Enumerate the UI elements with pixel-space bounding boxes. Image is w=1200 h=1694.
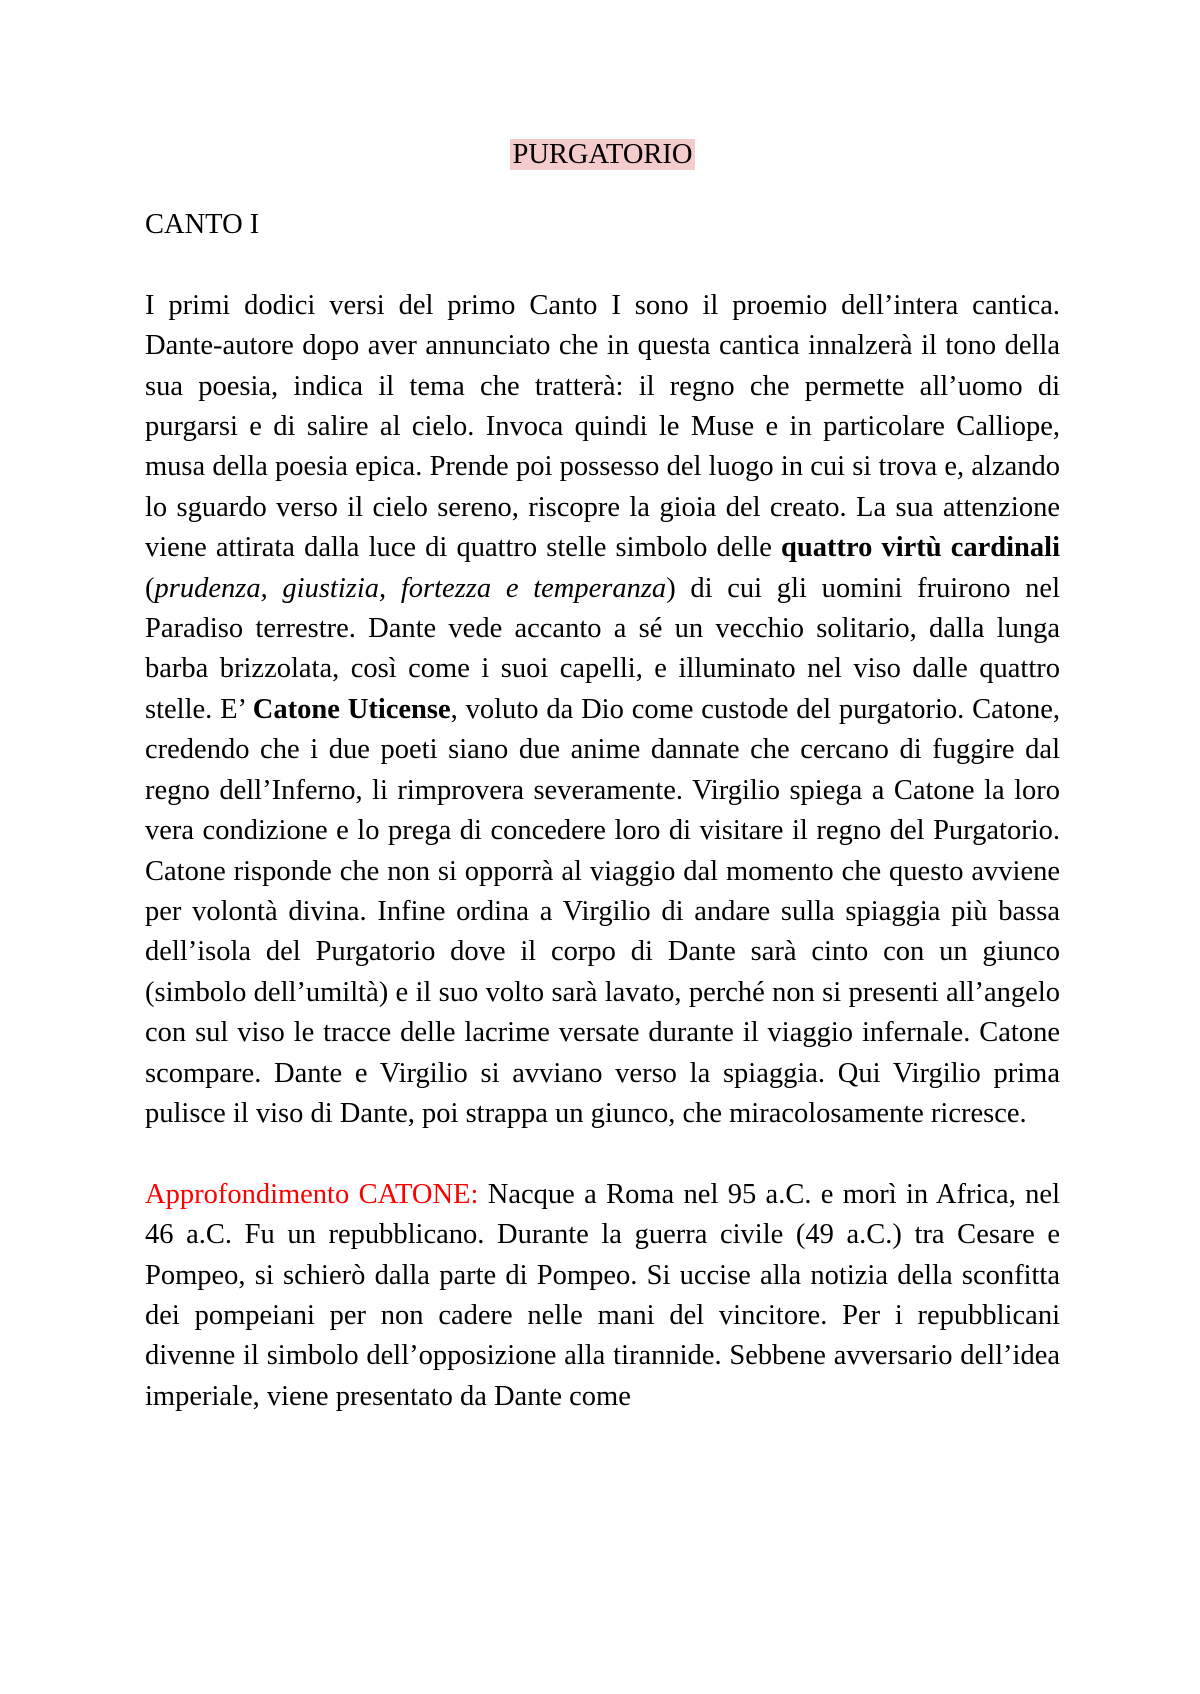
- catone-paragraph: [145, 1175, 1060, 1417]
- summary-text-4: , voluto da Dio come custode del purgatorio. Catone, credendo che i due poeti siano due anime dannate che cercano di fuggire dal regno dell’Inferno, li rimprovera severamente. Virgilio spiega a Catone la loro vera condizione e lo prega di concedere loro di visitare il regno del Purgatorio. Catone risponde che non si opporrà al viaggio dal momento che questo avviene per volontà divina. Infine ordina a Virgilio di andare sulla spiaggia più bassa dell’isola del Purgatorio dove il corpo di Dante sarà cinto con un giunco (simbolo dell’umiltà) e il suo volto sarà lavato, perché non si presenti all’angelo con sul viso le tracce delle lacrime versate durante il viaggio infernale. Catone scompare. Dante e Virgilio si avviano verso la spiaggia. Qui Virgilio prima pulisce il viso di Dante, poi strappa un giunco, che miracolosamente ricresce.: [145, 693, 1060, 1129]
- cardinal-virtues-bold: quattro virtù cardinali: [781, 532, 1060, 564]
- catone-uticense-bold: Catone Uticense: [252, 693, 451, 725]
- title-line: [145, 135, 1060, 175]
- paragraph-spacer: [145, 1134, 1060, 1174]
- document-title: PURGATORIO: [512, 139, 693, 170]
- canto-heading: CANTO I: [145, 209, 260, 241]
- summary-text-2: (: [145, 572, 155, 604]
- summary-paragraph: [145, 286, 1060, 1135]
- summary-text-3: ) di cui gli uomini fruirono nel Paradiso terrestre. Dante vede accanto a sé un vecchio solitario, dalla lunga barba brizzolata, così come i suoi capelli, e illuminato nel viso dalle quattro stelle. E’: [145, 572, 1060, 725]
- document-page: [145, 135, 1060, 1417]
- virtues-list-italic: prudenza, giustizia, fortezza e temperanza: [154, 572, 667, 604]
- catone-text: Nacque a Roma nel 95 a.C. e morì in Africa, nel 46 a.C. Fu un repubblicano. Durante la guerra civile (49 a.C.) tra Cesare e Pompeo, si schierò dalla parte di Pompeo. Si uccise alla notizia della sconfitta dei pompeiani per non cadere nelle mani del vincitore. Per i repubblicani divenne il simbolo dell’opposizione alla tirannide. Sebbene avversario dell’idea imperiale, viene presentato da Dante come: [145, 1178, 1060, 1412]
- catone-label: Approfondimento CATONE:: [145, 1178, 479, 1210]
- summary-text-1: I primi dodici versi del primo Canto I sono il proemio dell’intera cantica. Dante-autore dopo aver annunciato che in questa cantica innalzerà il tono della sua poesia, indica il tema che tratterà: il regno che permette all’uomo di purgarsi e di salire al cielo. Invoca quindi le Muse e in particolare Calliope, musa della poesia epica. Prende poi possesso del luogo in cui si trova e, alzando lo sguardo verso il cielo sereno, riscopre la gioia del creato. La sua attenzione viene attirata dalla luce di quattro stelle simbolo delle: [145, 289, 1060, 564]
